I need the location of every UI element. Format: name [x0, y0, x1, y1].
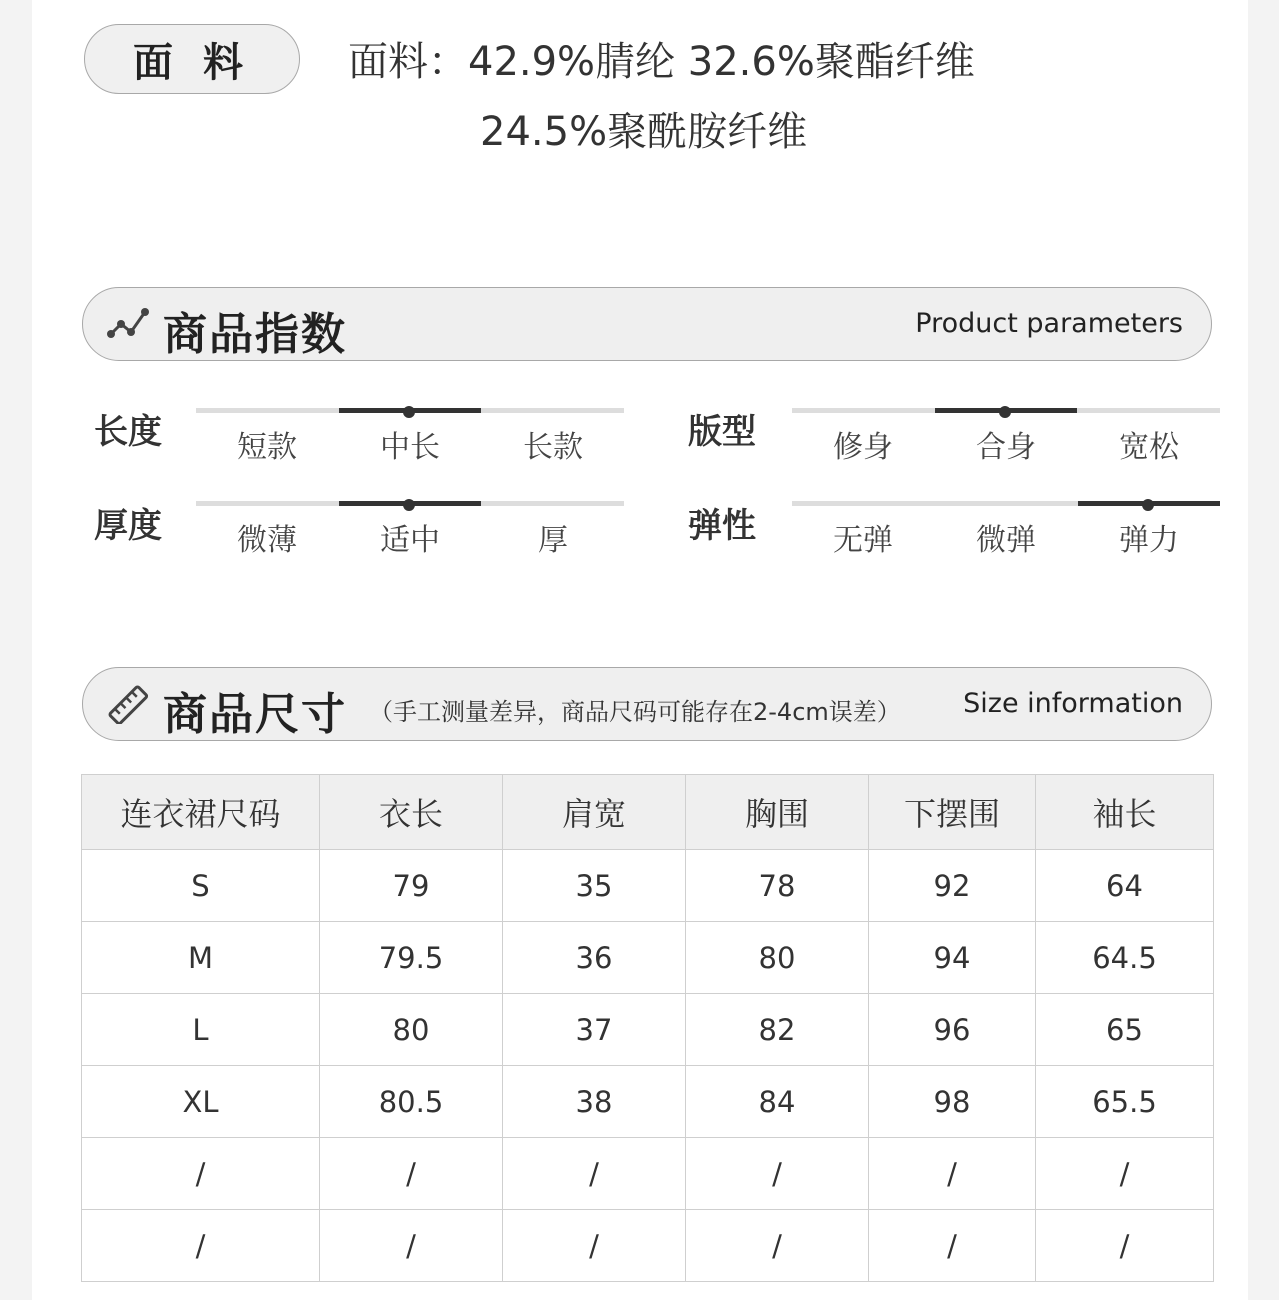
selected-marker-dot [999, 406, 1011, 418]
table-cell: / [686, 1138, 869, 1210]
table-cell: 80.5 [320, 1066, 503, 1138]
table-cell: 98 [869, 1066, 1036, 1138]
param-option-label: 合身 [976, 430, 1036, 465]
table-cell: 38 [503, 1066, 686, 1138]
table-cell: / [503, 1210, 686, 1282]
table-cell: 94 [869, 922, 1036, 994]
param-option [196, 408, 338, 465]
table-row [82, 1066, 1214, 1138]
table-cell: 64.5 [1036, 922, 1214, 994]
table-cell: / [503, 1138, 686, 1210]
table-cell: M [82, 922, 320, 994]
table-cell: XL [82, 1066, 320, 1138]
param-option-selected [339, 408, 481, 465]
column-header: 衣长 [320, 775, 503, 850]
table-cell: / [869, 1210, 1036, 1282]
param-option-label: 宽松 [1119, 430, 1179, 465]
param-option [482, 501, 624, 558]
table-row [82, 1210, 1214, 1282]
param-option [935, 501, 1077, 558]
column-header: 肩宽 [503, 775, 686, 850]
table-cell: 36 [503, 922, 686, 994]
param-option-label: 中长 [380, 430, 440, 465]
fabric-label-pill [84, 24, 300, 94]
product-detail-page [32, 0, 1248, 1300]
table-cell: 65.5 [1036, 1066, 1214, 1138]
table-cell: / [82, 1210, 320, 1282]
fabric-composition-line1: 面料：42.9%腈纶 32.6%聚酯纤维 [348, 39, 975, 85]
param-option-label: 微弹 [976, 523, 1036, 558]
table-cell: / [1036, 1210, 1214, 1282]
table-cell: 37 [503, 994, 686, 1066]
table-row [82, 1138, 1214, 1210]
table-cell: / [869, 1138, 1036, 1210]
table-row [82, 850, 1214, 922]
table-cell: 96 [869, 994, 1036, 1066]
column-header: 下摆围 [869, 775, 1036, 850]
table-cell: 80 [320, 994, 503, 1066]
param-track-elasticity [792, 501, 1220, 558]
size-table [81, 774, 1214, 1282]
column-header: 胸围 [686, 775, 869, 850]
param-option [482, 408, 624, 465]
table-cell: 84 [686, 1066, 869, 1138]
table-cell: 79.5 [320, 922, 503, 994]
param-option-label: 适中 [380, 523, 440, 558]
selected-marker-dot [403, 406, 415, 418]
column-header: 袖长 [1036, 775, 1214, 850]
table-cell: S [82, 850, 320, 922]
selected-marker-dot [1142, 499, 1154, 511]
param-label-fit: 版型 [688, 412, 756, 452]
param-label-elasticity: 弹性 [688, 506, 756, 546]
param-track-fit [792, 408, 1220, 465]
table-cell: 82 [686, 994, 869, 1066]
table-header-row [82, 775, 1214, 850]
product-parameters-header [82, 287, 1212, 361]
section-title: 商品指数 [163, 309, 347, 360]
fabric-composition-line2: 24.5%聚酰胺纤维 [480, 109, 808, 155]
ruler-icon [107, 684, 151, 724]
param-option-label: 长款 [523, 430, 583, 465]
param-label-length: 长度 [94, 412, 162, 452]
param-option-label: 修身 [833, 430, 893, 465]
param-option-label: 厚 [538, 523, 568, 558]
param-option [792, 408, 934, 465]
size-information-header [82, 667, 1212, 741]
param-option-label: 微薄 [237, 523, 297, 558]
column-header: 连衣裙尺码 [82, 775, 320, 850]
param-label-thickness: 厚度 [94, 506, 162, 546]
table-cell: 80 [686, 922, 869, 994]
param-option-selected [339, 501, 481, 558]
table-cell: 64 [1036, 850, 1214, 922]
table-cell: L [82, 994, 320, 1066]
table-row [82, 994, 1214, 1066]
section-title: 商品尺寸 [163, 689, 347, 740]
table-cell: 92 [869, 850, 1036, 922]
selected-marker-dot [403, 499, 415, 511]
fabric-label: 面 料 [133, 39, 251, 86]
table-cell: 78 [686, 850, 869, 922]
section-title-en: Size information [963, 688, 1183, 719]
param-option-selected [1078, 501, 1220, 558]
param-track-thickness [196, 501, 624, 558]
table-cell: 65 [1036, 994, 1214, 1066]
section-title-en: Product parameters [915, 308, 1183, 339]
trend-line-icon [107, 304, 151, 344]
table-cell: / [320, 1138, 503, 1210]
param-option [792, 501, 934, 558]
table-cell: 35 [503, 850, 686, 922]
table-cell: / [686, 1210, 869, 1282]
param-option-label: 无弹 [833, 523, 893, 558]
param-option [196, 501, 338, 558]
table-cell: / [1036, 1138, 1214, 1210]
table-cell: / [82, 1138, 320, 1210]
table-cell: / [320, 1210, 503, 1282]
param-option [1078, 408, 1220, 465]
size-measure-note: （手工测量差异，商品尺码可能存在2-4cm误差） [369, 698, 901, 726]
param-option-selected [935, 408, 1077, 465]
param-option-label: 短款 [237, 430, 297, 465]
table-cell: 79 [320, 850, 503, 922]
table-row [82, 922, 1214, 994]
param-track-length [196, 408, 624, 465]
param-option-label: 弹力 [1119, 523, 1179, 558]
